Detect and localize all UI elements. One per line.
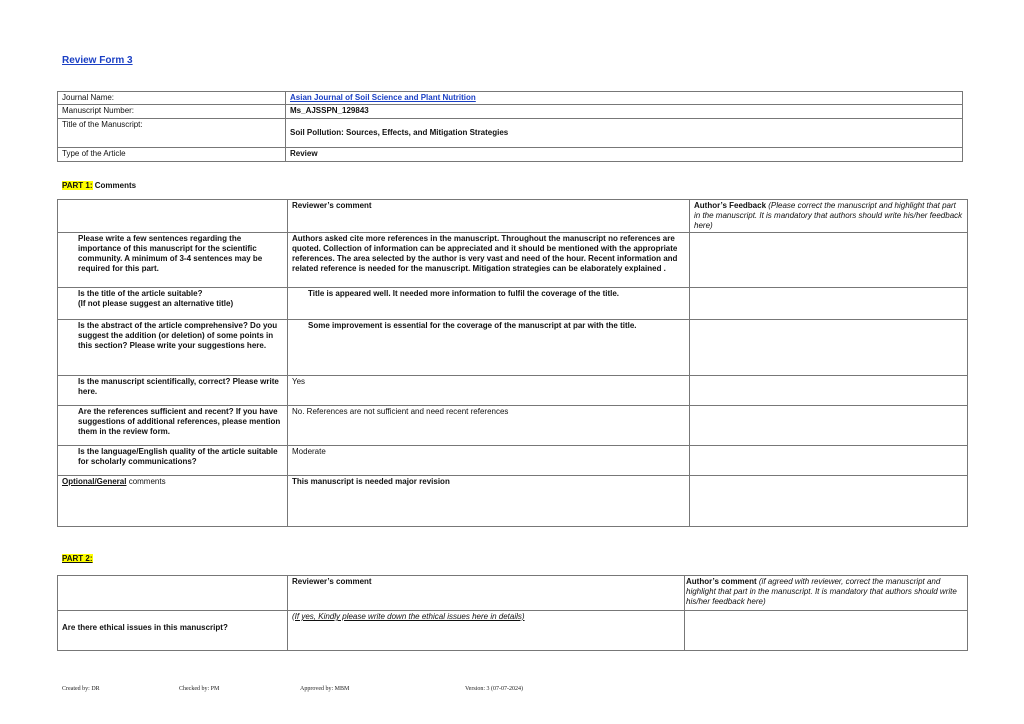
info-label: Type of the Article	[58, 148, 286, 162]
question: Is the abstract of the article comprehensive? Do you suggest the addition (or deletion) of some points in this section? Please write your suggestions here.	[58, 320, 288, 376]
ethical-hint[interactable]: (If yes, Kindly please write down the ethical issues here in details)	[288, 611, 685, 651]
manuscript-title: Soil Pollution: Sources, Effects, and Mitigation Strategies	[286, 119, 963, 148]
author-feedback-cell[interactable]	[690, 446, 968, 476]
journal-link[interactable]: Asian Journal of Soil Science and Plant Nutrition	[290, 93, 476, 102]
question: Please write a few sentences regarding the importance of this manuscript for the scientific community. A minimum of 3-4 sentences may be required for this part.	[58, 233, 288, 288]
ethical-question: Are there ethical issues in this manuscript?	[58, 611, 288, 651]
author-feedback-cell[interactable]	[690, 288, 968, 320]
author-feedback-cell[interactable]	[690, 233, 968, 288]
reviewer-comment: Moderate	[288, 446, 690, 476]
footer-created: Created by: DR	[62, 686, 100, 692]
reviewer-comment-header: Reviewer’s comment	[288, 200, 690, 233]
footer-version: Version: 3 (07-07-2024)	[465, 686, 523, 692]
info-label: Journal Name:	[58, 92, 286, 105]
author-feedback-cell[interactable]	[690, 320, 968, 376]
author-comment-header: Author’s comment (if agreed with reviewer, correct the manuscript and highlight that part in the manuscript. It is mandatory that authors should write his/her feedback here)	[685, 576, 968, 611]
question: Is the manuscript scientifically, correct? Please write here.	[58, 376, 288, 406]
reviewer-comment: Title is appeared well. It needed more information to fulfil the coverage of the title.	[288, 288, 690, 320]
info-label: Manuscript Number:	[58, 105, 286, 119]
author-feedback-cell[interactable]	[690, 376, 968, 406]
author-feedback-cell[interactable]	[690, 406, 968, 446]
manuscript-info-table	[57, 91, 963, 162]
reviewer-comment-header: Reviewer’s comment	[288, 576, 685, 611]
article-type: Review	[286, 148, 963, 162]
manuscript-number: Ms_AJSSPN_129843	[286, 105, 963, 119]
optional-comments-label: Optional/General comments	[58, 476, 288, 527]
part1-table	[57, 199, 968, 527]
footer-checked: Checked by: PM	[179, 686, 220, 692]
author-feedback-cell[interactable]	[690, 476, 968, 527]
question: Is the title of the article suitable? (If not please suggest an alternative title)	[58, 288, 288, 320]
question: Is the language/English quality of the article suitable for scholarly communications?	[58, 446, 288, 476]
part2-heading: PART 2:	[62, 554, 93, 563]
reviewer-comment: Some improvement is essential for the coverage of the manuscript at par with the title.	[288, 320, 690, 376]
reviewer-comment: Authors asked cite more references in the manuscript. Throughout the manuscript no references are quoted. Collection of information can be appreciated and it should be mentioned with the appropriate references. The area selected by the author is very vast and need of the hour. Recent information and related reference is needed for the manuscript. Mitigation strategies can be elaborately explained .	[288, 233, 690, 288]
reviewer-comment: Yes	[288, 376, 690, 406]
question: Are the references sufficient and recent? If you have suggestions of additional references, please mention them in the review form.	[58, 406, 288, 446]
info-label: Title of the Manuscript:	[58, 119, 286, 148]
part1-heading: PART 1: Comments	[62, 181, 137, 190]
form-title: Review Form 3	[62, 55, 133, 66]
author-comment-cell[interactable]	[685, 611, 968, 651]
reviewer-comment: No. References are not sufficient and need recent references	[288, 406, 690, 446]
optional-comment: This manuscript is needed major revision	[288, 476, 690, 527]
footer-approved: Approved by: MBM	[300, 686, 350, 692]
part2-table	[57, 575, 968, 651]
author-feedback-header: Author’s Feedback (Please correct the manuscript and highlight that part in the manuscript. It is mandatory that authors should write his/her feedback here)	[690, 200, 968, 233]
